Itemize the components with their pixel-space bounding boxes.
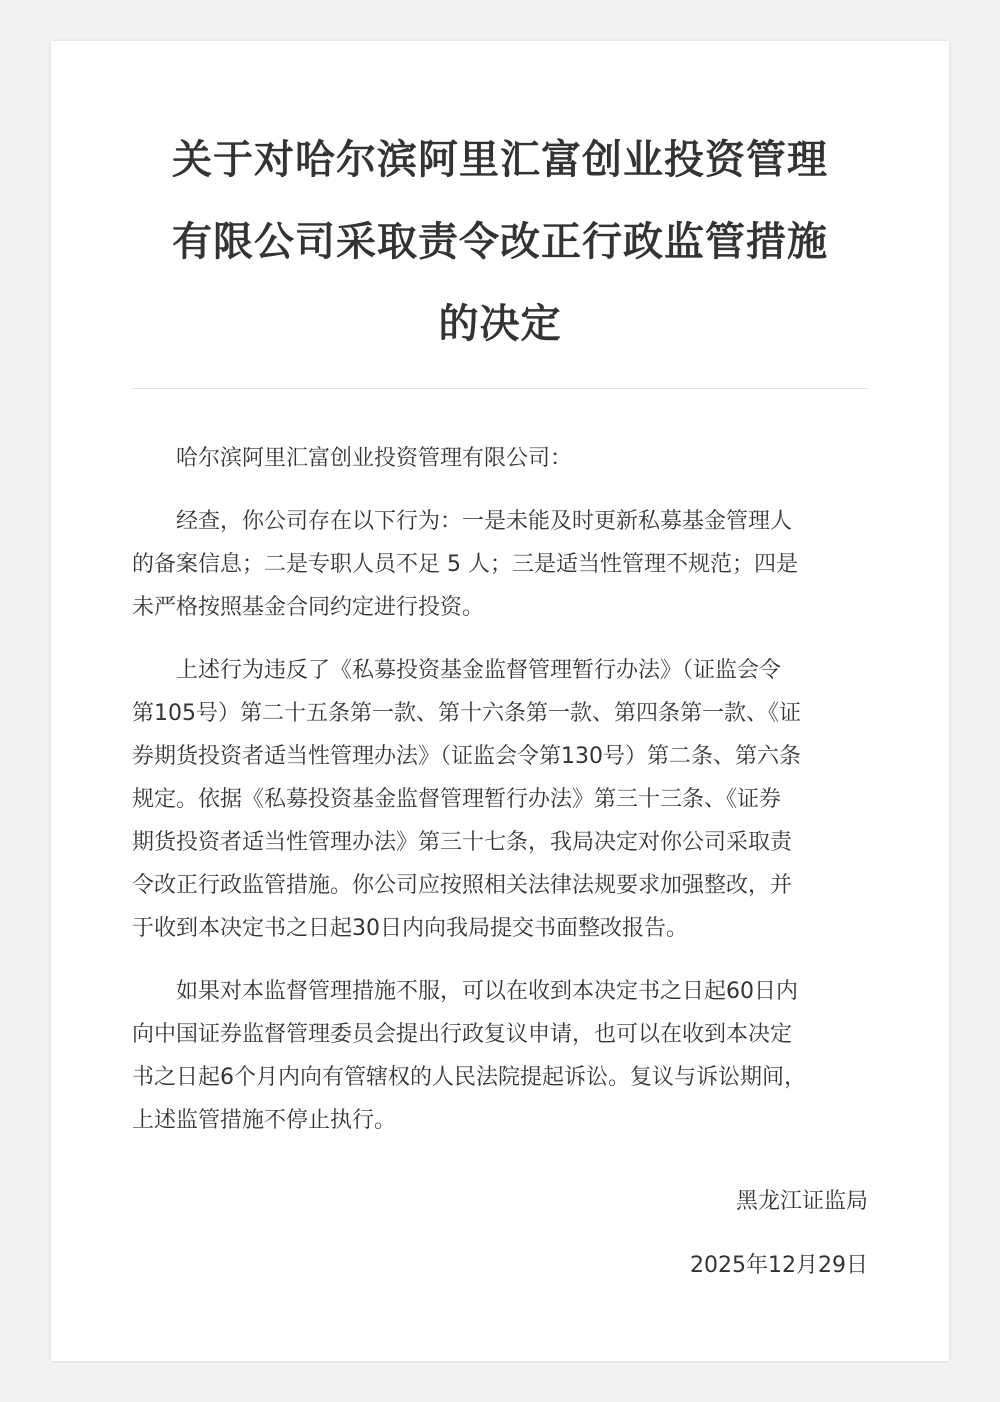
paragraph-line: 令改正行政监管措施。你公司应按照相关法律法规要求加强整改，并 [132,873,793,898]
paragraph-line: 期货投资者适当性管理办法》第三十七条，我局决定对你公司采取责 [132,830,793,855]
salutation [132,437,868,480]
paragraph-line: 券期货投资者适当性管理办法》（证监会令第130号）第二条、第六条 [132,744,801,769]
paragraph-line: 上述监管措施不停止执行。 [132,1108,397,1133]
issue-date: 2025年12月29日 [690,1253,868,1278]
paragraph-line: 于收到本决定书之日起30日内向我局提交书面整改报告。 [132,916,688,941]
salutation-text: 哈尔滨阿里汇富创业投资管理有限公司： [176,446,573,471]
paragraph-line: 未严格按照基金合同约定进行投资。 [132,595,485,620]
paragraph-line: 的备案信息；二是专职人员不足 5 人；三是适当性管理不规范；四是 [132,552,798,577]
paragraph-line: 如果对本监督管理措施不服，可以在收到本决定书之日起60日内 [176,979,798,1004]
paragraph-findings [132,500,868,629]
title-line: 关于对哈尔滨阿里汇富创业投资管理 [172,137,828,183]
title-line: 有限公司采取责令改正行政监管措施 [172,219,828,265]
paragraph-appeal [132,970,868,1142]
title-divider [132,388,868,389]
paragraph-line: 规定。依据《私募投资基金监督管理暂行办法》第三十三条、《证券 [132,787,782,812]
paragraph-violations [132,649,868,950]
paragraph-line: 第105号）第二十五条第一款、第十六条第一款、第四条第一款、《证 [132,701,801,726]
title-line: 的决定 [438,301,562,347]
document-body [132,437,868,1287]
issuer-name: 黑龙江证监局 [735,1189,868,1214]
paragraph-line: 向中国证券监督管理委员会提出行政复议申请，也可以在收到本决定 [132,1022,793,1047]
paragraph-line: 经查，你公司存在以下行为：一是未能及时更新私募基金管理人 [176,509,793,534]
document-sheet [51,41,949,1361]
paragraph-line: 上述行为违反了《私募投资基金监督管理暂行办法》（证监会令 [176,658,782,683]
paragraph-line: 书之日起6个月内向有管辖权的人民法院提起诉讼。复议与诉讼期间， [132,1065,806,1090]
document-title [132,119,868,365]
